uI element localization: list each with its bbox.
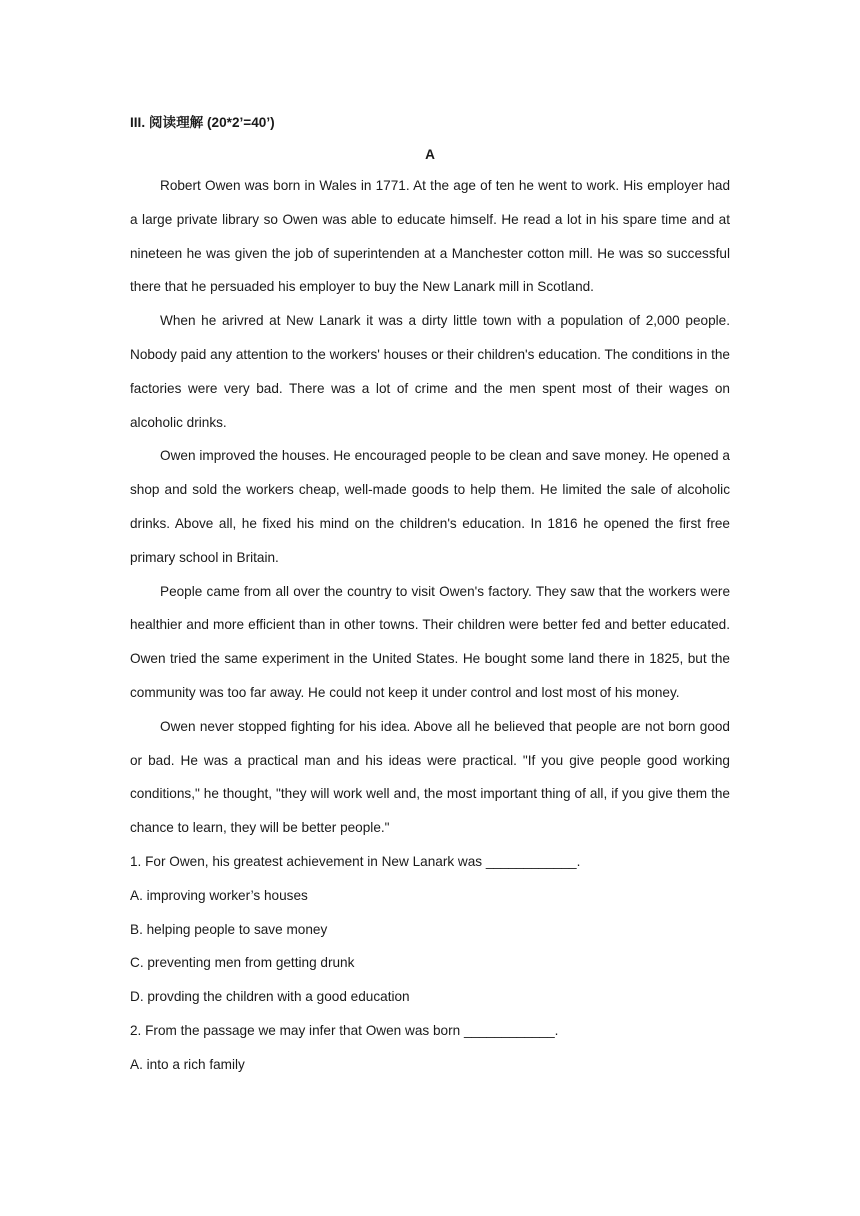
question-1: [130, 845, 730, 1014]
answer-option: A. into a rich family: [130, 1056, 245, 1072]
answer-option: B. helping people to save money: [130, 921, 328, 937]
answer-option: C. preventing men from getting drunk: [130, 955, 355, 971]
passage-paragraph: Owen never stopped fighting for his idea. Above all he believed that people are not born good or bad. He was a practical man and his ideas were practical. "If you give people good working conditions," he thought, "they will work well and, the most important thing of all, if you give them the chance to learn, they will be better people.": [130, 718, 730, 836]
passage-paragraph: Robert Owen was born in Wales in 1771. At the age of ten he went to work. His employer had a large private library so Owen was able to educate himself. He read a lot in his spare time and at nineteen he was given the job of superintenden at a Manchester cotton mill. He was so successful there that he persuaded his employer to buy the New Lanark mill in Scotland.: [130, 178, 730, 295]
question-2: [130, 1014, 730, 1082]
passage-paragraph: People came from all over the country to visit Owen's factory. They saw that the workers were healthier and more efficient than in other towns. Their children were better fed and better educated. Owen tried the same experiment in the United States. He bought some land there in 1825, but the community was too far away. He could not keep it under control and lost most of his money.: [130, 583, 730, 700]
answer-option: A. improving worker’s houses: [130, 887, 308, 903]
passage-body: [130, 169, 730, 845]
question-stem: 1. For Owen, his greatest achievement in New Lanark was ____________.: [130, 853, 581, 869]
passage-letter: A: [425, 147, 435, 162]
section-heading: III. 阅读理解 (20*2’=40’): [130, 115, 275, 130]
passage-paragraph: Owen improved the houses. He encouraged people to be clean and save money. He opened a shop and sold the workers cheap, well-made goods to help them. He limited the sale of alcoholic drinks. Above all, he fixed his mind on the children's education. In 1816 he opened the first free primary school in Britain.: [130, 448, 730, 565]
question-stem: 2. From the passage we may infer that Owen was born ____________.: [130, 1022, 559, 1038]
document-page: [130, 111, 730, 1082]
answer-option: D. provding the children with a good education: [130, 989, 410, 1005]
passage-paragraph: When he arivred at New Lanark it was a dirty little town with a population of 2,000 people. Nobody paid any attention to the workers' houses or their children's education. The conditions in the factories were very bad. There was a lot of crime and the men spent most of their wages on alcoholic drinks.: [130, 313, 730, 430]
